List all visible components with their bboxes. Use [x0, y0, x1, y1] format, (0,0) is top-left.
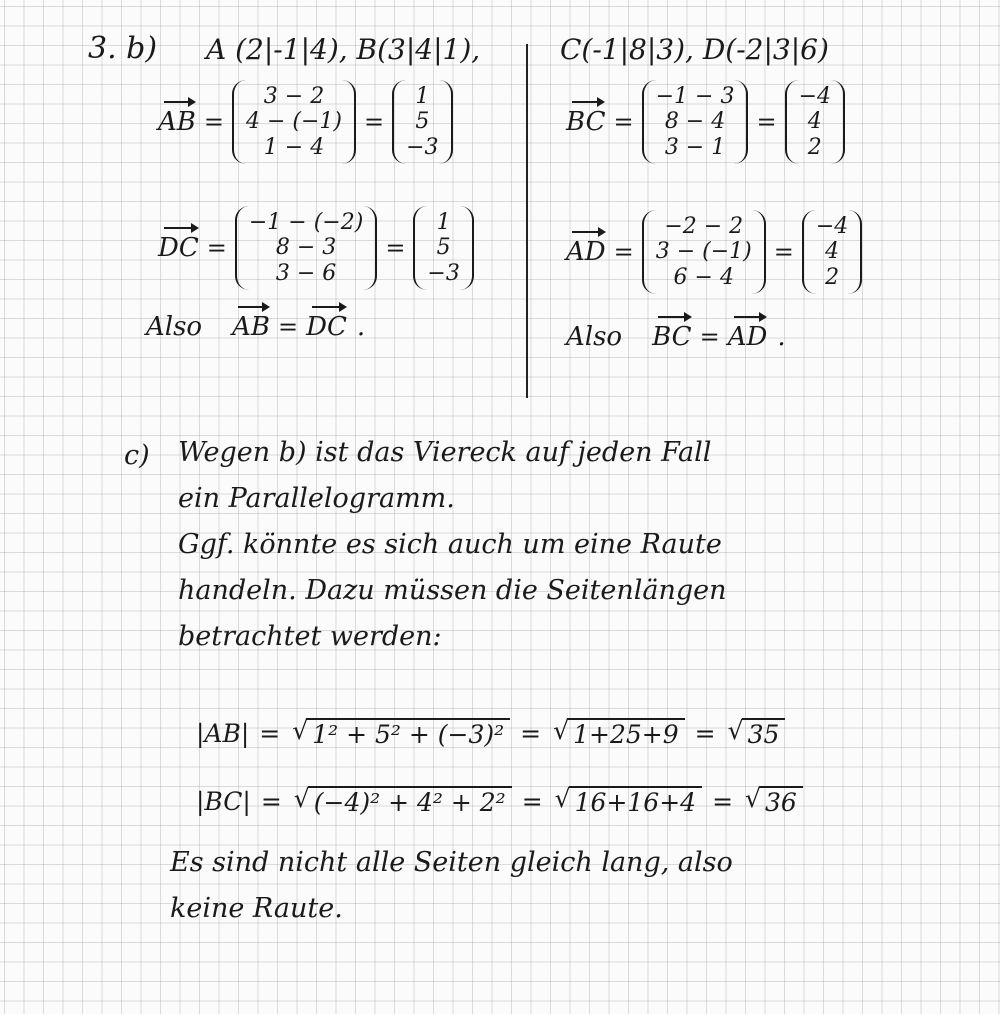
conclusion-left: Also AB = DC . [146, 312, 366, 342]
vector-ad: AD = −2 − 2 3 − (−1) 6 − 4 = −4 4 2 [566, 210, 862, 294]
vector-dc-label: DC [158, 232, 199, 263]
vector-ab-result: 1 5 −3 [392, 80, 452, 164]
vector-dc-result: 1 5 −3 [413, 206, 473, 290]
vector-ab-matrix: 3 − 2 4 − (−1) 1 − 4 [232, 80, 356, 164]
vector-ab-label: AB [158, 106, 196, 137]
vector-ad-result: −4 4 2 [802, 210, 862, 294]
vector-bc-matrix: −1 − 3 8 − 4 3 − 1 [642, 80, 749, 164]
part-c-label: c) [124, 440, 150, 471]
column-divider [526, 44, 528, 398]
points-left: A (2|-1|4), B(3|4|1), [206, 33, 481, 66]
part-c-text: Wegen b) ist das Viereck auf jeden Fall ein Parallelogramm. Ggf. könnte es sich auch um eine Raute handeln. Dazu müssen die Seitenlängen betrachtet werden: [178, 437, 727, 652]
vector-bc-label: BC [566, 106, 606, 137]
vector-ab: AB = 3 − 2 4 − (−1) 1 − 4 = 1 5 −3 [158, 80, 453, 164]
vector-dc: DC = −1 − (−2) 8 − 3 3 − 6 = 1 5 −3 [158, 206, 474, 290]
vector-bc: BC = −1 − 3 8 − 4 3 − 1 = −4 4 2 [566, 80, 845, 164]
conclusion-right: Also BC = AD . [566, 322, 786, 352]
points-right: C(-1|8|3), D(-2|3|6) [560, 33, 829, 66]
vector-bc-result: −4 4 2 [785, 80, 845, 164]
vector-dc-matrix: −1 − (−2) 8 − 3 3 − 6 [235, 206, 377, 290]
norm-ab: |AB| = √ 1² + 5² + (−3)² = √ 1+25+9 = √ 35 [196, 718, 785, 749]
vector-ad-matrix: −2 − 2 3 − (−1) 6 − 4 [642, 210, 766, 294]
exercise-label: 3. b) [88, 31, 158, 66]
final-conclusion: Es sind nicht alle Seiten gleich lang, also keine Raute. [170, 847, 733, 924]
vector-ad-label: AD [566, 236, 606, 267]
norm-bc: |BC| = √ (−4)² + 4² + 2² = √ 16+16+4 = √ 36 [196, 786, 803, 817]
